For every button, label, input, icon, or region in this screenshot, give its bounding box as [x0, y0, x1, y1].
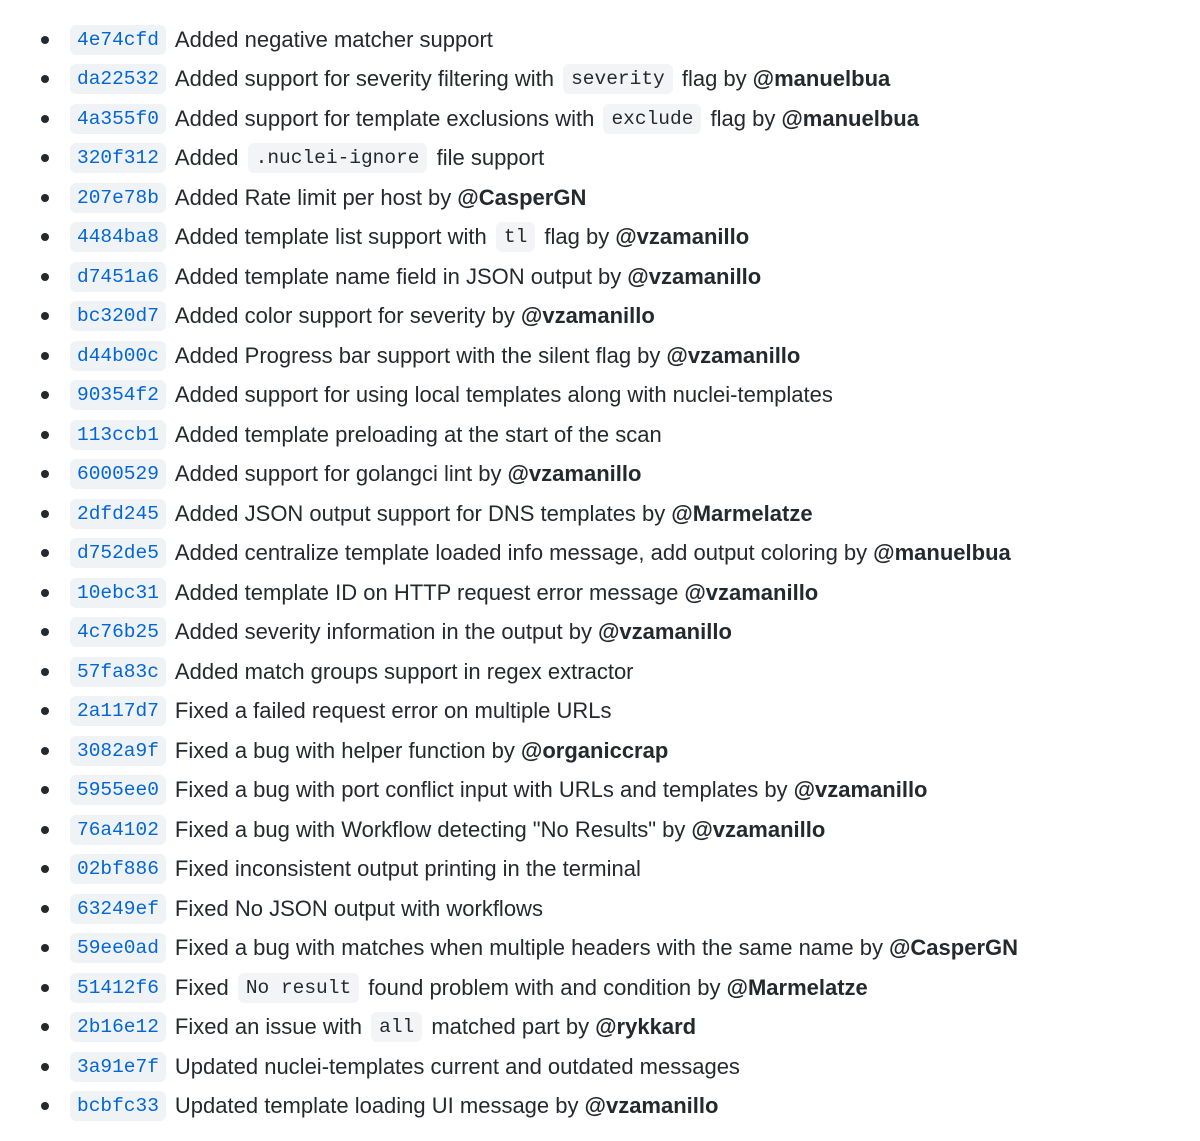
- list-item: [0, 455, 1200, 495]
- commit-message: [175, 540, 867, 566]
- commit-sha-link[interactable]: 4e74cfd: [70, 25, 166, 55]
- commit-message: [175, 777, 788, 803]
- commit-sha-link[interactable]: 2b16e12: [70, 1012, 166, 1042]
- bullet-icon: [41, 1102, 49, 1110]
- message-text: Fixed a bug with helper function by: [174, 737, 515, 763]
- message-text: Added template preloading at the start of the scan: [174, 421, 662, 447]
- commit-sha-link[interactable]: 3a91e7f: [70, 1052, 166, 1082]
- bullet-icon: [41, 470, 49, 478]
- list-item: [0, 652, 1200, 692]
- commit-message: [175, 935, 883, 961]
- list-item: [0, 297, 1200, 337]
- list-item: [0, 850, 1200, 890]
- commit-sha-link[interactable]: 2dfd245: [70, 499, 166, 529]
- author-mention-link[interactable]: @vzamanillo: [520, 303, 655, 329]
- message-text: Added JSON output support for DNS templates by: [174, 500, 666, 526]
- message-text: Fixed a bug with Workflow detecting "No Results" by: [174, 816, 686, 842]
- message-text: Fixed a bug with matches when multiple headers with the same name by: [174, 935, 883, 961]
- list-item: [0, 810, 1200, 850]
- message-text: Added negative matcher support: [174, 26, 493, 52]
- bullet-icon: [41, 1023, 49, 1031]
- bullet-icon: [41, 826, 49, 834]
- commit-message: [175, 185, 451, 211]
- message-text: Added severity information in the output by: [174, 619, 592, 645]
- commit-message: [175, 343, 661, 369]
- commit-message: [175, 856, 641, 882]
- list-item: [0, 415, 1200, 455]
- inline-code: severity: [563, 64, 673, 94]
- message-text: Added support for using local templates along with nuclei-templates: [174, 382, 833, 408]
- author-mention-link[interactable]: @vzamanillo: [584, 1093, 719, 1119]
- author-mention-link[interactable]: @vzamanillo: [627, 263, 762, 289]
- list-item: [0, 968, 1200, 1008]
- list-item: [0, 139, 1200, 179]
- commit-message: [175, 1093, 579, 1119]
- list-item: [0, 257, 1200, 297]
- commit-sha-link[interactable]: 5955ee0: [70, 775, 166, 805]
- inline-code: No result: [238, 973, 359, 1003]
- message-text: flag by: [538, 224, 610, 250]
- bullet-icon: [41, 905, 49, 913]
- list-item: [0, 178, 1200, 218]
- commit-sha-link[interactable]: da22532: [70, 64, 166, 94]
- commit-message: [175, 580, 678, 606]
- author-mention-link[interactable]: @manuelbua: [752, 66, 891, 92]
- message-text: flag by: [675, 66, 747, 92]
- list-item: [0, 534, 1200, 574]
- list-item: [0, 218, 1200, 258]
- bullet-icon: [41, 115, 49, 123]
- commit-sha-link[interactable]: 207e78b: [70, 183, 166, 213]
- bullet-icon: [41, 786, 49, 794]
- commit-message: [175, 104, 775, 134]
- author-mention-link[interactable]: @manuelbua: [873, 540, 1011, 566]
- message-text: flag by: [704, 105, 776, 131]
- author-mention-link[interactable]: @manuelbua: [781, 105, 919, 131]
- list-item: [0, 494, 1200, 534]
- commit-sha-link[interactable]: 4c76b25: [70, 617, 166, 647]
- inline-code: exclude: [603, 104, 701, 134]
- commit-message: [175, 659, 634, 685]
- commit-sha-link[interactable]: bc320d7: [70, 301, 166, 331]
- commit-sha-link[interactable]: d7451a6: [70, 262, 166, 292]
- message-text: Added color support for severity by: [174, 303, 515, 329]
- commit-sha-link[interactable]: bcbfc33: [70, 1091, 166, 1121]
- bullet-icon: [41, 75, 49, 83]
- message-text: Added Rate limit per host by: [174, 184, 452, 210]
- commit-sha-link[interactable]: 320f312: [70, 143, 166, 173]
- bullet-icon: [41, 312, 49, 320]
- commit-message: [175, 422, 662, 448]
- commit-sha-link[interactable]: 4a355f0: [70, 104, 166, 134]
- bullet-icon: [41, 154, 49, 162]
- commit-message: [175, 619, 592, 645]
- commit-sha-link[interactable]: 59ee0ad: [70, 933, 166, 963]
- message-text: matched part by: [425, 1014, 590, 1040]
- commit-sha-link[interactable]: 113ccb1: [70, 420, 166, 450]
- message-text: Added: [174, 145, 245, 171]
- author-mention-link[interactable]: @vzamanillo: [684, 579, 819, 605]
- list-item: [0, 889, 1200, 929]
- message-text: Added match groups support in regex extractor: [174, 658, 634, 684]
- bullet-icon: [41, 273, 49, 281]
- bullet-icon: [41, 233, 49, 241]
- inline-code: all: [371, 1012, 422, 1042]
- message-text: Added template list support with: [174, 224, 493, 250]
- commit-message: [175, 461, 502, 487]
- bullet-icon: [41, 391, 49, 399]
- bullet-icon: [41, 194, 49, 202]
- commit-message: [175, 896, 543, 922]
- message-text: Added Progress bar support with the silent flag by: [174, 342, 661, 368]
- list-item: [0, 99, 1200, 139]
- commit-message: [175, 382, 833, 408]
- commit-message: [175, 698, 612, 724]
- author-mention-link[interactable]: @Marmelatze: [726, 974, 868, 1000]
- author-mention-link[interactable]: @vzamanillo: [691, 816, 826, 842]
- commit-sha-link[interactable]: 3082a9f: [70, 736, 166, 766]
- commit-message: [175, 27, 493, 53]
- commit-message: [175, 264, 621, 290]
- commit-sha-link[interactable]: 76a4102: [70, 815, 166, 845]
- bullet-icon: [41, 431, 49, 439]
- author-mention-link[interactable]: @Marmelatze: [671, 500, 813, 526]
- author-mention-link[interactable]: @CasperGN: [888, 935, 1018, 961]
- message-text: Added template name field in JSON output by: [174, 263, 622, 289]
- inline-code: .nuclei-ignore: [248, 143, 428, 173]
- author-mention-link[interactable]: @vzamanillo: [666, 342, 801, 368]
- commit-sha-link[interactable]: 2a117d7: [70, 696, 166, 726]
- message-text: Fixed: [174, 974, 235, 1000]
- commit-message: [175, 738, 515, 764]
- list-item: [0, 1008, 1200, 1048]
- message-text: Updated nuclei-templates current and outdated messages: [174, 1053, 740, 1079]
- list-item: [0, 573, 1200, 613]
- message-text: found problem with and condition by: [362, 974, 721, 1000]
- message-text: Fixed a failed request error on multiple URLs: [174, 698, 612, 724]
- commit-sha-link[interactable]: d752de5: [70, 538, 166, 568]
- list-item: [0, 929, 1200, 969]
- list-item: [0, 692, 1200, 732]
- commit-message: [175, 143, 544, 173]
- message-text: Fixed inconsistent output printing in the terminal: [174, 856, 641, 882]
- message-text: file support: [430, 145, 545, 171]
- author-mention-link[interactable]: @vzamanillo: [793, 777, 928, 803]
- message-text: Added support for severity filtering with: [174, 66, 561, 92]
- bullet-icon: [41, 510, 49, 518]
- bullet-icon: [41, 747, 49, 755]
- bullet-icon: [41, 352, 49, 360]
- bullet-icon: [41, 36, 49, 44]
- commit-message: [175, 64, 747, 94]
- list-item: [0, 771, 1200, 811]
- author-mention-link[interactable]: @organiccrap: [520, 737, 669, 763]
- bullet-icon: [41, 668, 49, 676]
- message-text: Added support for template exclusions with: [174, 105, 601, 131]
- message-text: Fixed a bug with port conflict input with URLs and templates by: [174, 777, 788, 803]
- author-mention-link[interactable]: @vzamanillo: [597, 619, 732, 645]
- bullet-icon: [41, 865, 49, 873]
- bullet-icon: [41, 707, 49, 715]
- commit-sha-link[interactable]: 51412f6: [70, 973, 166, 1003]
- bullet-icon: [41, 549, 49, 557]
- commit-sha-link[interactable]: 63249ef: [70, 894, 166, 924]
- bullet-icon: [41, 984, 49, 992]
- commit-sha-link[interactable]: d44b00c: [70, 341, 166, 371]
- commit-message: [175, 222, 609, 252]
- inline-code: tl: [496, 222, 535, 252]
- message-text: Added centralize template loaded info message, add output coloring by: [174, 540, 868, 566]
- commit-sha-link[interactable]: 10ebc31: [70, 578, 166, 608]
- commit-message: [175, 973, 721, 1003]
- author-mention-link[interactable]: @rykkard: [595, 1014, 697, 1040]
- message-text: Updated template loading UI message by: [174, 1093, 579, 1119]
- author-mention-link[interactable]: @vzamanillo: [507, 461, 642, 487]
- commit-sha-link[interactable]: 6000529: [70, 459, 166, 489]
- bullet-icon: [41, 1063, 49, 1071]
- message-text: Fixed an issue with: [174, 1014, 369, 1040]
- commit-sha-link[interactable]: 4484ba8: [70, 222, 166, 252]
- list-item: [0, 731, 1200, 771]
- list-item: [0, 1047, 1200, 1087]
- message-text: Added template ID on HTTP request error message: [174, 579, 679, 605]
- bullet-icon: [41, 628, 49, 636]
- commit-sha-link[interactable]: 90354f2: [70, 380, 166, 410]
- list-item: [0, 1087, 1200, 1127]
- author-mention-link[interactable]: @CasperGN: [457, 184, 587, 210]
- list-item: [0, 613, 1200, 653]
- commit-message: [175, 1012, 589, 1042]
- message-text: Added support for golangci lint by: [174, 461, 502, 487]
- bullet-icon: [41, 944, 49, 952]
- list-item: [0, 60, 1200, 100]
- commit-message: [175, 1054, 740, 1080]
- commit-message: [175, 501, 665, 527]
- commit-message: [175, 303, 515, 329]
- list-item: [0, 20, 1200, 60]
- message-text: Fixed No JSON output with workflows: [174, 895, 543, 921]
- commit-message: [175, 817, 685, 843]
- commit-sha-link[interactable]: 57fa83c: [70, 657, 166, 687]
- list-item: [0, 336, 1200, 376]
- commit-sha-link[interactable]: 02bf886: [70, 854, 166, 884]
- bullet-icon: [41, 589, 49, 597]
- author-mention-link[interactable]: @vzamanillo: [615, 224, 750, 250]
- list-item: [0, 376, 1200, 416]
